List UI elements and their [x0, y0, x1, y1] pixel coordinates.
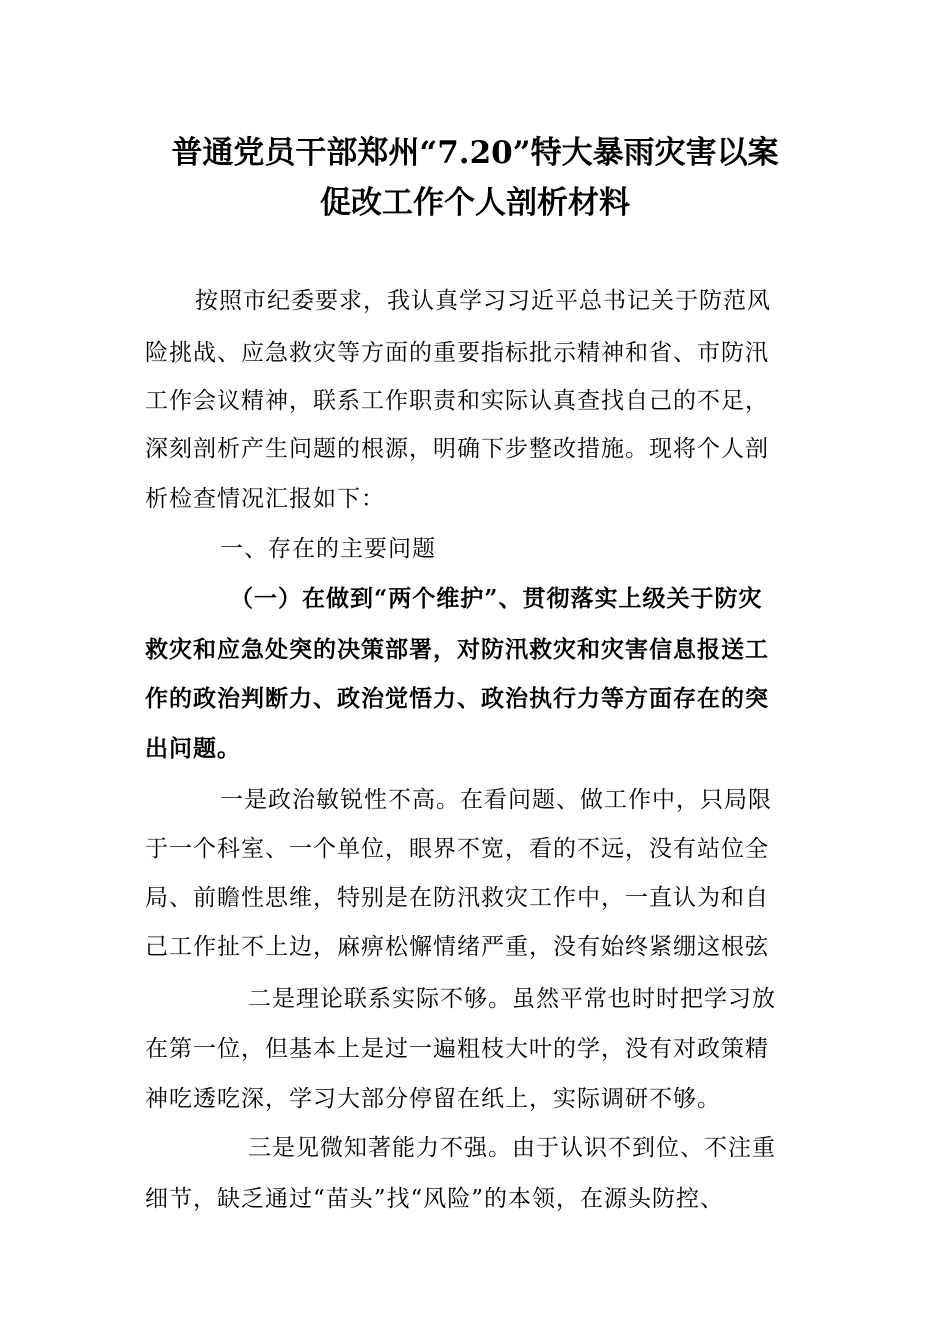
point-1-line: 己工作扯不上边，麻痹松懈情绪严重，没有始终紧绷这根弦 [145, 934, 769, 960]
point-3-line: 三是见微知著能力不强。由于认识不到位、不注重 [248, 1135, 776, 1161]
subheading-line: 救灾和应急处突的决策部署，对防汛救灾和灾害信息报送工 [145, 636, 769, 663]
point-1-line: 一是政治敏锐性不高。在看问题、做工作中，只局限 [220, 787, 772, 813]
subheading-line: 作的政治判断力、政治觉悟力、政治执行力等方面存在的突 [145, 685, 769, 712]
point-1-line: 局、前瞻性思维，特别是在防汛救灾工作中，一直认为和自 [145, 885, 769, 911]
intro-line: 深刻剖析产生问题的根源，明确下步整改措施。现将个人剖 [145, 436, 769, 462]
document-title-line-1: 普通党员干部郑州“7.20”特大暴雨灾害以案 [171, 135, 779, 171]
point-3-line: 细节，缺乏通过“苗头”找“风险”的本领，在源头防控、 [145, 1186, 725, 1212]
intro-line: 析检查情况汇报如下： [145, 486, 385, 512]
document-title-line-2: 促改工作个人剖析材料 [320, 185, 630, 221]
section-heading: 一、存在的主要问题 [220, 536, 436, 562]
point-2-line: 在第一位，但基本上是过一遍粗枝大叶的学，没有对政策精 [145, 1036, 769, 1062]
point-1-line: 于一个科室、一个单位，眼界不宽，看的不远，没有站位全 [145, 836, 769, 862]
subheading-line: 出问题。 [145, 735, 241, 762]
subheading-line: （一）在做到“两个维护”、贯彻落实上级关于防灾 [230, 585, 763, 612]
point-2-line: 二是理论联系实际不够。虽然平常也时时把学习放 [248, 986, 776, 1012]
intro-line: 工作会议精神，联系工作职责和实际认真查找自己的不足， [145, 388, 769, 414]
intro-line: 按照市纪委要求，我认真学习习近平总书记关于防范风 [195, 288, 771, 314]
point-2-line: 神吃透吃深，学习大部分停留在纸上，实际调研不够。 [145, 1086, 721, 1112]
intro-line: 险挑战、应急救灾等方面的重要指标批示精神和省、市防汛 [145, 340, 769, 366]
